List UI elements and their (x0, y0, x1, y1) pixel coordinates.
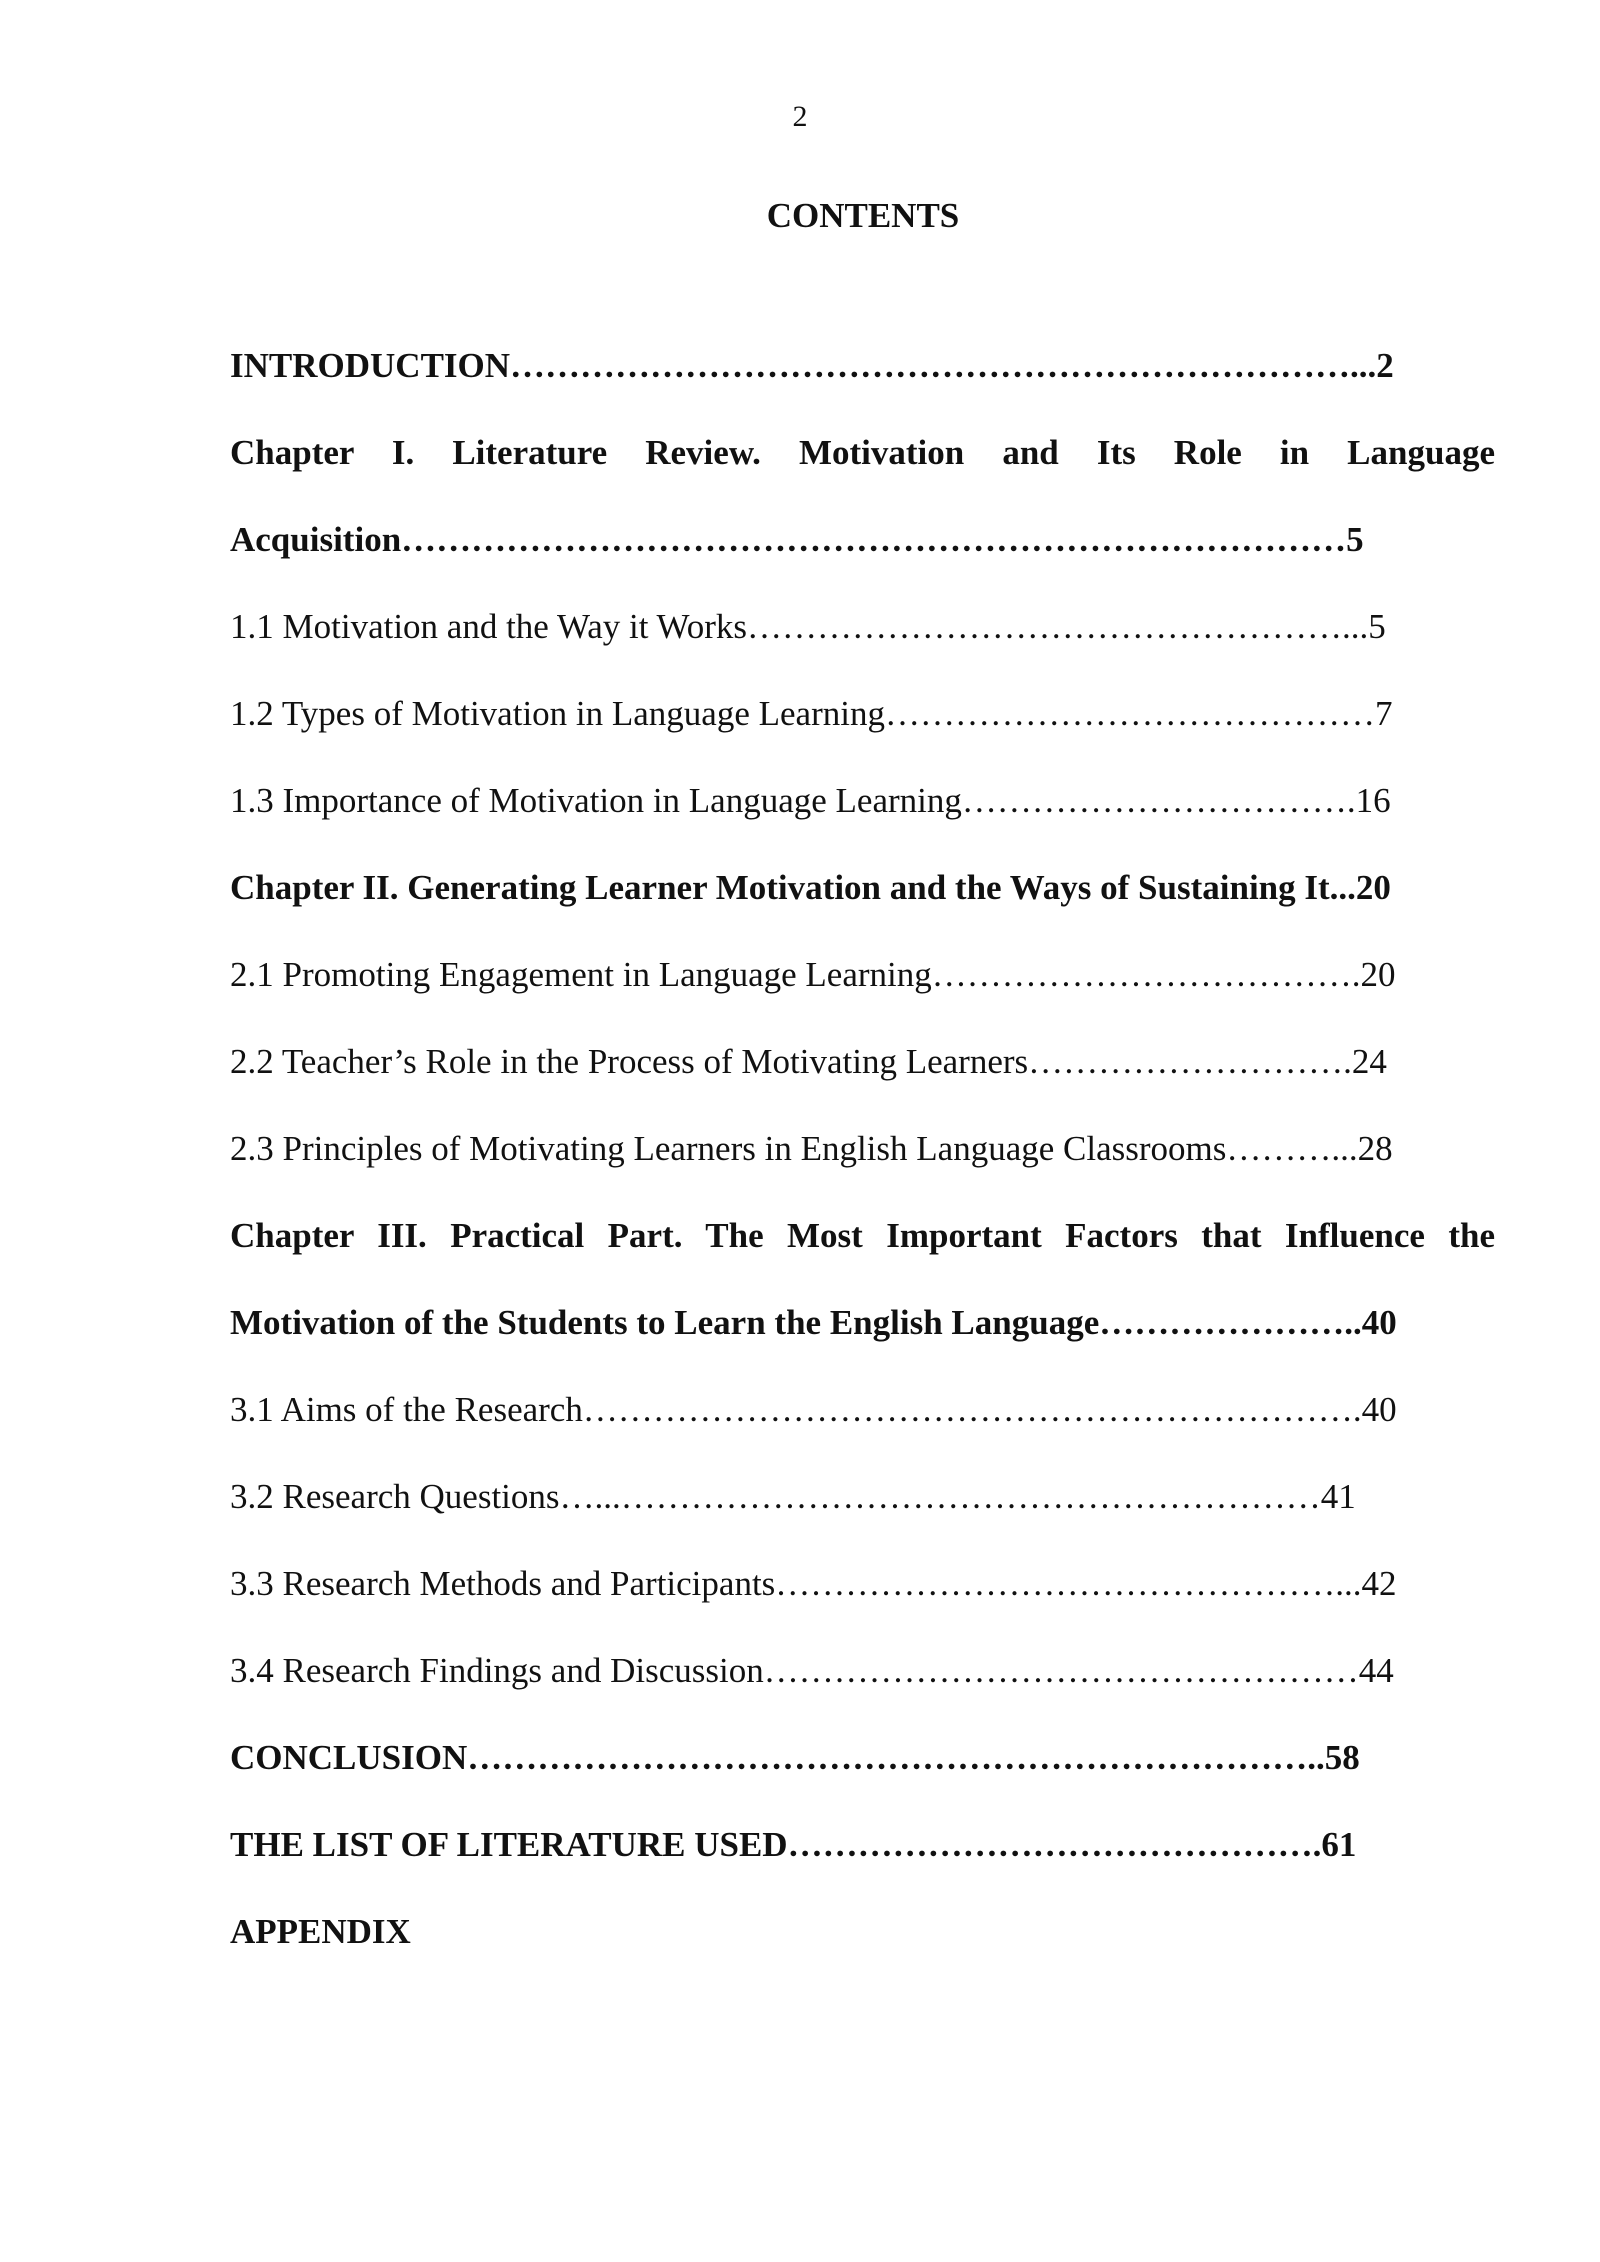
page-number: 2 (792, 100, 808, 133)
toc-entry-chapter-3-title-cont: Motivation of the Students to Learn the English Language…………………..40 (230, 1303, 1397, 1342)
contents-heading: CONTENTS (766, 196, 960, 235)
toc-entry-chapter-1-title-cont: Acquisition………………………………………………………………………5 (230, 520, 1364, 559)
toc-entry-chapter-1-title: Chapter I. Literature Review. Motivation and Its Role in Language (230, 433, 1495, 472)
toc-entry-2-1: 2.1 Promoting Engagement in Language Learning……………………………….20 (230, 955, 1396, 994)
toc-entry-1-3: 1.3 Importance of Motivation in Language Learning…………………………….16 (230, 781, 1391, 820)
toc-entry-1-1: 1.1 Motivation and the Way it Works……………………………………………...5 (230, 607, 1386, 646)
toc-entry-chapter-2: Chapter II. Generating Learner Motivation and the Ways of Sustaining It...20 (230, 868, 1391, 907)
toc-entry-3-4: 3.4 Research Findings and Discussion……………………………………………44 (230, 1651, 1394, 1690)
toc-entry-3-1: 3.1 Aims of the Research………………………………………………………….40 (230, 1390, 1397, 1429)
toc-entry-3-2: 3.2 Research Questions…...……………………………………………………41 (230, 1477, 1356, 1516)
toc-entry-2-3: 2.3 Principles of Motivating Learners in English Language Classrooms………...28 (230, 1129, 1393, 1168)
toc-entry-introduction: INTRODUCTION………………………………………………………………...2 (230, 346, 1394, 385)
toc-entry-1-2: 1.2 Types of Motivation in Language Learning……………………………………7 (230, 694, 1393, 733)
toc-entry-2-2: 2.2 Teacher’s Role in the Process of Motivating Learners……………………….24 (230, 1042, 1387, 1081)
toc-entry-appendix: APPENDIX (230, 1912, 411, 1951)
toc-entry-3-3: 3.3 Research Methods and Participants…………………………………………...42 (230, 1564, 1397, 1603)
toc-entry-literature: THE LIST OF LITERATURE USED……………………………………….61 (230, 1825, 1357, 1864)
toc-entry-chapter-3-title: Chapter III. Practical Part. The Most Important Factors that Influence the (230, 1216, 1495, 1255)
table-of-contents (230, 340, 1495, 1993)
toc-entry-conclusion: CONCLUSION………………………………………………………………..58 (230, 1738, 1360, 1777)
